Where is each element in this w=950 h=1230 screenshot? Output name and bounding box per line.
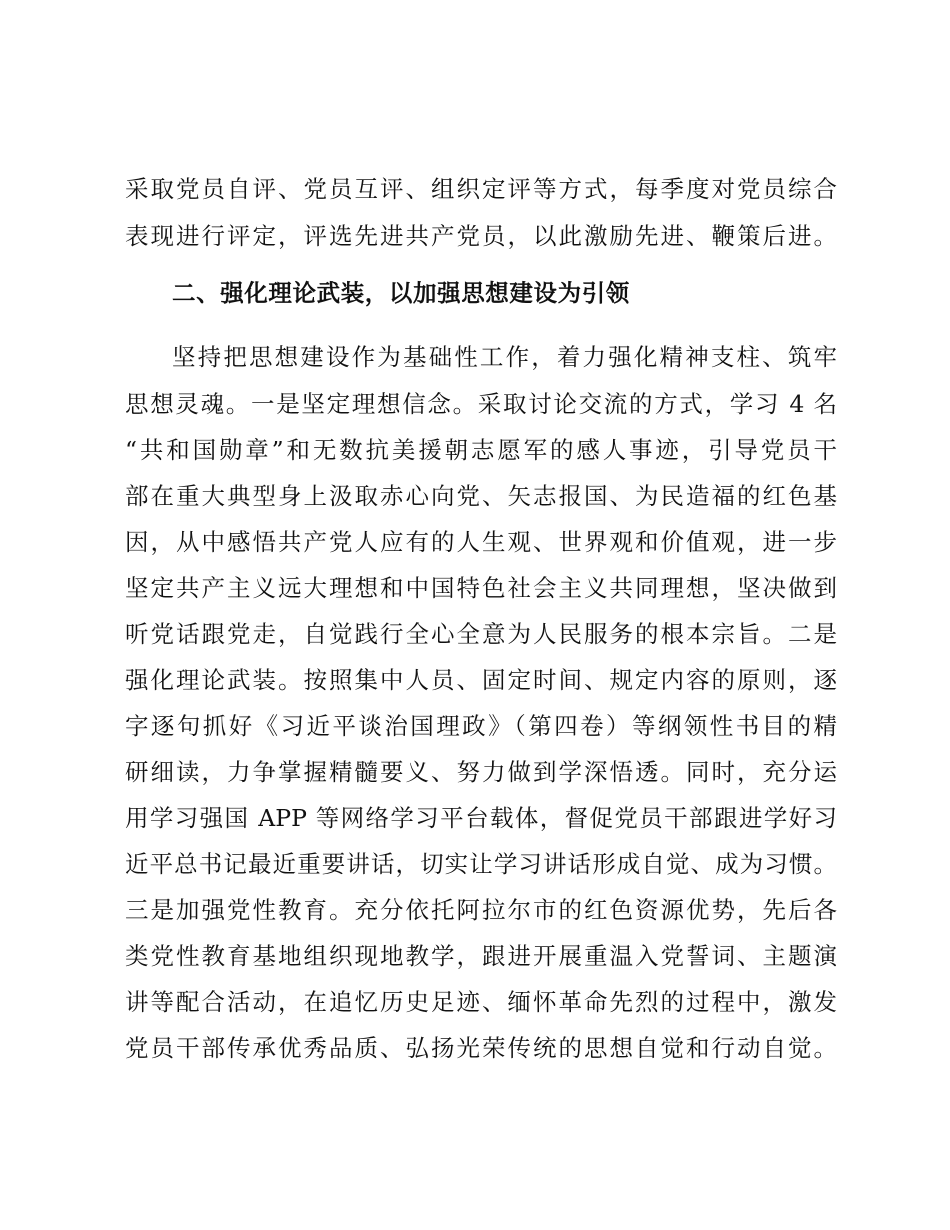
paragraph-line: 字逐句抓好《习近平谈治国理政》（第四卷）等纲领性书目的精 (125, 712, 837, 740)
paragraph-line: 近平总书记最近重要讲话，切实让学习讲话形成自觉、成为习惯。 (125, 850, 837, 878)
paragraph-line: 采取党员自评、党员互评、组织定评等方式，每季度对党员综合 (125, 175, 837, 203)
paragraph-line: 因，从中感悟共产党人应有的人生观、世界观和价值观，进一步 (125, 528, 837, 556)
paragraph-line: 用学习强国 APP 等网络学习平台载体，督促党员干部跟进学好习 (125, 804, 837, 832)
paragraph-line: 坚持把思想建设作为基础性工作，着力强化精神支柱、筑牢 (172, 343, 837, 371)
paragraph-line: 听党话跟党走，自觉践行全心全意为人民服务的根本宗旨。二是 (125, 620, 837, 648)
paragraph-line: “共和国勋章”和无数抗美援朝志愿军的感人事迹，引导党员干 (125, 436, 837, 464)
paragraph-line: 坚定共产主义远大理想和中国特色社会主义共同理想，坚决做到 (125, 574, 837, 602)
paragraph-line: 类党性教育基地组织现地教学，跟进开展重温入党誓词、主题演 (125, 942, 837, 970)
paragraph-line: 讲等配合活动，在追忆历史足迹、缅怀革命先烈的过程中，激发 (125, 988, 837, 1016)
paragraph-line: 表现进行评定，评选先进共产党员，以此激励先进、鞭策后进。 (125, 222, 837, 250)
section-heading: 二、强化理论武装，以加强思想建设为引领 (172, 279, 630, 307)
paragraph-line: 党员干部传承优秀品质、弘扬光荣传统的思想自觉和行动自觉。 (125, 1034, 837, 1062)
paragraph-line: 三是加强党性教育。充分依托阿拉尔市的红色资源优势，先后各 (125, 896, 837, 924)
paragraph-line: 强化理论武装。按照集中人员、固定时间、规定内容的原则，逐 (125, 666, 837, 694)
paragraph-line: 研细读，力争掌握精髓要义、努力做到学深悟透。同时，充分运 (125, 758, 837, 786)
paragraph-line: 部在重大典型身上汲取赤心向党、矢志报国、为民造福的红色基 (125, 482, 837, 510)
paragraph-line: 思想灵魂。一是坚定理想信念。采取讨论交流的方式，学习 4 名 (125, 390, 837, 418)
